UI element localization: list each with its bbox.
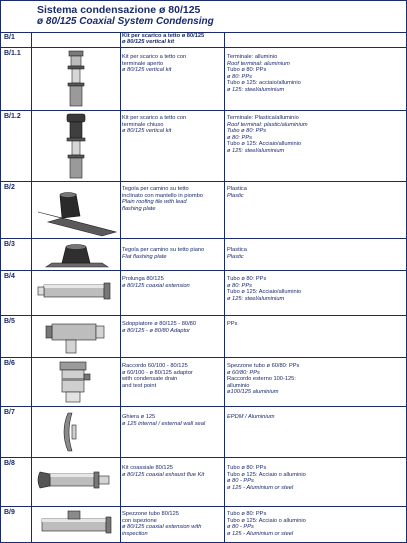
description-en: ø 80/125 coaxial extension with inspection [122, 524, 202, 537]
table-row [1, 48, 406, 111]
coaxial-extension-illustration [32, 271, 120, 315]
material-line: Roof terminal: plastic/aluminium Tubo ø 80: PPs [227, 121, 308, 135]
material-line: Tubo ø 125: Acciaio/alluminio [227, 141, 302, 148]
description-cell [120, 182, 225, 238]
material-line: Spezzone tubo ø 60/80: PPs [227, 363, 300, 369]
description-text: Kit coassiale 80/125 [122, 465, 173, 471]
description-text: Kit per scarico a tetto ø 80/125 [122, 33, 205, 39]
material-line: Plastic [227, 253, 244, 260]
material-line: Tubo ø 80: PPs [227, 67, 267, 74]
material-line: ø 80 - PPs [227, 524, 254, 531]
material-line: Tubo ø 125: Acciaio o alluminio [227, 471, 306, 478]
row-code: B/4 [4, 273, 15, 280]
description-text: Tegola per camino su tetto piano [122, 247, 205, 253]
row-code: B/2 [4, 184, 15, 191]
material-line: ø 125: steel/aluminium [227, 295, 285, 302]
material-cell [225, 316, 406, 357]
row-code: B/7 [4, 409, 15, 416]
table-row [1, 111, 406, 182]
material-cell [225, 182, 406, 238]
description-en: ø 80/125 - ø 80/80 Adaptor [122, 327, 191, 334]
description-text: Ghiera ø 125 [122, 414, 156, 420]
material-line: Plastic [227, 192, 244, 199]
description-cell [120, 48, 225, 110]
table-row [1, 507, 406, 542]
material-line: Tubo ø 125: Acciaio/alluminio [227, 289, 302, 296]
flat-flashing-plate-illustration [32, 239, 120, 270]
material-line: ø 125 - Aluminium or steel [227, 484, 294, 491]
material-line: Plastica [227, 247, 247, 253]
image-cell [31, 111, 121, 181]
material-line: Roof terminal: aluminium [227, 60, 290, 67]
description-text: Sdoppiatore ø 80/125 - 80/80 [122, 321, 196, 327]
row-code: B/3 [4, 241, 15, 248]
description-cell [120, 32, 225, 47]
table-row [1, 316, 406, 358]
header [1, 1, 406, 33]
material-line: ø 125 - Aluminium or steel [227, 530, 294, 537]
description-en: ø 80/125 coaxial exhaust flue Kit [122, 471, 205, 478]
material-line: Tubo ø 80: PPs [227, 511, 267, 517]
material-cell [225, 271, 406, 315]
page-subtitle: ø 80/125 Coaxial System Condensing [37, 16, 214, 27]
material-cell [225, 458, 406, 506]
material-cell [225, 48, 406, 110]
image-cell [31, 239, 121, 270]
row-code: B/9 [4, 509, 15, 516]
image-cell [31, 358, 121, 406]
description-text: Kit per scarico a tetto con terminale chiuso [122, 115, 187, 128]
image-cell [31, 507, 121, 542]
material-cell [225, 239, 406, 270]
description-cell [120, 507, 225, 542]
table-row [1, 271, 406, 316]
image-cell [31, 271, 121, 315]
material-line: ø 125: steel/aluminium [227, 87, 285, 93]
row-code: B/8 [4, 460, 15, 467]
table-row [1, 358, 406, 407]
row-code: B/5 [4, 318, 15, 325]
image-cell [31, 32, 121, 47]
material-line: Tubo ø 80: PPs [227, 465, 267, 471]
description-cell [120, 111, 225, 181]
image-cell [31, 316, 121, 357]
row-code: B/6 [4, 360, 15, 367]
material-line: Tubo ø 80: PPs [227, 276, 267, 282]
description-cell [120, 458, 225, 506]
material-cell [225, 32, 406, 47]
material-line: Terminale: Plastica/alluminio [227, 115, 299, 121]
description-en: ø 80/125 vertical kit [122, 128, 172, 134]
row-code: B/1 [4, 34, 15, 41]
description-en: ø 80/125 vertical kit [122, 67, 172, 73]
description-en: Flat flashing plate [122, 253, 167, 260]
description-cell [120, 358, 225, 406]
description-en: ø 80/125 vertical kit [122, 39, 175, 45]
table-row [1, 182, 406, 239]
description-text: Kit per scarico a tetto con terminale aperto [122, 54, 187, 67]
material-line: Raccordo esterno 100-125: alluminio [227, 376, 296, 389]
description-text: Raccordo 60/100 - 80/125 ø 60/100 - ø 80/125 adaptor with condensate drain and test point [122, 363, 193, 389]
material-line: ø 125: steel/aluminium [227, 148, 285, 154]
row-code: B/1.1 [4, 50, 21, 57]
description-cell [120, 407, 225, 457]
description-text: Tegola per camino su tetto inclinato con mantello in piombo [122, 186, 203, 199]
pitched-roof-tile-illustration [32, 182, 120, 238]
material-line: ø 80 - PPs [227, 478, 254, 485]
material-cell [225, 507, 406, 542]
wall-seal-illustration [32, 407, 120, 457]
coaxial-flue-kit-illustration [32, 458, 120, 506]
table-row [1, 32, 406, 48]
table-row [1, 407, 406, 458]
vertical-kit-closed-illustration [32, 111, 120, 181]
row-code: B/1.2 [4, 113, 21, 120]
material-line: ø 80: PPs [227, 282, 252, 289]
material-cell [225, 407, 406, 457]
page-title: Sistema condensazione ø 80/125 [37, 4, 201, 16]
material-cell [225, 358, 406, 406]
condensate-adaptor-illustration [32, 358, 120, 406]
material-line: Terminale: alluminio [227, 54, 278, 60]
image-cell [31, 458, 121, 506]
description-cell [120, 316, 225, 357]
material-line: ø 80: PPs [227, 134, 252, 141]
material-line: Tubo ø 125: Acciaio o alluminio [227, 517, 306, 524]
image-cell [31, 407, 121, 457]
description-text: Spezzone tubo 80/125 con ispezione [122, 511, 179, 524]
material-line: ø 80: PPs [227, 73, 252, 80]
material-cell [225, 111, 406, 181]
material-line: PPs [227, 321, 238, 327]
description-cell [120, 271, 225, 315]
vertical-kit-open-illustration [32, 48, 120, 110]
adaptor-illustration [32, 316, 120, 357]
description-cell [120, 239, 225, 270]
material-line: Plastica [227, 186, 247, 192]
table-row [1, 458, 406, 507]
description-en: ø 80/125 coaxial extension [122, 282, 190, 289]
inspection-extension-illustration [32, 507, 120, 542]
material-line: ø 60/80: PPs [227, 369, 260, 376]
material-line: ø100/125 aluminium [227, 389, 279, 396]
image-cell [31, 48, 121, 110]
description-en: Plain roofing tile with lead flashing plate [122, 199, 187, 212]
material-line: EPDM / Aluminium [227, 414, 275, 420]
material-line: Tubo ø 125: acciaio/alluminio [227, 80, 301, 87]
table-row [1, 239, 406, 271]
description-text: Prolunga 80/125 [122, 276, 164, 282]
description-en: ø 125 internal / external wall seal [122, 421, 206, 427]
image-cell [31, 182, 121, 238]
